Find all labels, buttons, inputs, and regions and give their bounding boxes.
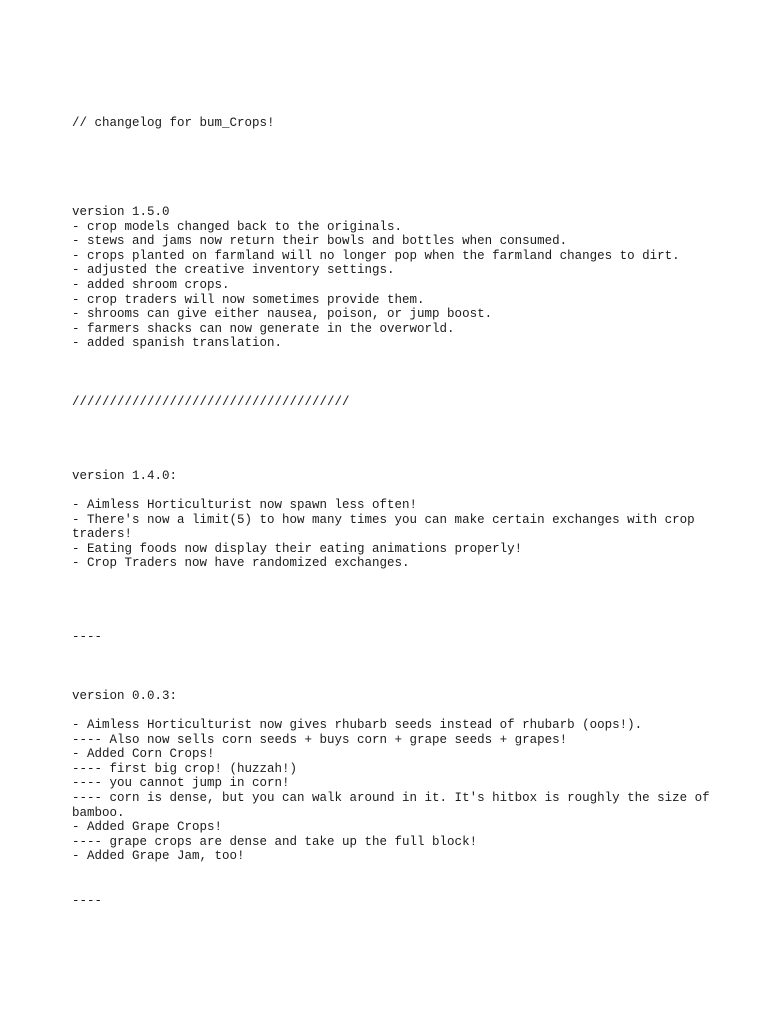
changelog-line: - Added Grape Crops!: [72, 820, 223, 835]
changelog-line: - Crop Traders now have randomized exchanges.: [72, 556, 410, 571]
slash-separator: /////////////////////////////////////: [72, 395, 350, 409]
changelog-header: // changelog for bum_Crops!: [72, 116, 275, 130]
changelog-line: - farmers shacks can now generate in the overworld.: [72, 321, 455, 336]
changelog-line: - adjusted the creative inventory settings.: [72, 263, 395, 278]
changelog-line: ---- Also now sells corn seeds + buys corn + grape seeds + grapes!: [72, 732, 568, 747]
changelog-line: - Added Grape Jam, too!: [72, 849, 245, 864]
dash-separator: ----: [72, 630, 103, 644]
changelog-line: - There's now a limit(5) to how many times you can make certain exchanges with crop traders!: [72, 512, 703, 542]
changelog-line: - shrooms can give either nausea, poison, or jump boost.: [72, 307, 493, 322]
version-title: version 0.0.3:: [72, 689, 178, 703]
dash-separator: ----: [72, 894, 103, 908]
changelog-line: - Aimless Horticulturist now spawn less often!: [72, 498, 418, 512]
changelog-line: ---- grape crops are dense and take up the full block!: [72, 834, 478, 849]
changelog-line: - Added Corn Crops!: [72, 747, 215, 762]
changelog-line: - Eating foods now display their eating animations properly!: [72, 541, 523, 556]
changelog-line: ---- corn is dense, but you can walk around in it. It's hitbox is roughly the size of bamboo.: [72, 791, 718, 820]
changelog-line: - added shroom crops.: [72, 278, 230, 292]
changelog-line: - Aimless Horticulturist now gives rhubarb seeds instead of rhubarb (oops!).: [72, 718, 643, 732]
changelog-line: - added spanish translation.: [72, 336, 283, 351]
changelog-line: ---- you cannot jump in corn!: [72, 776, 290, 791]
version-title: version 1.5.0: [72, 205, 170, 219]
changelog-line: - stews and jams now return their bowls and bottles when consumed.: [72, 234, 568, 249]
version-title: version 1.4.0:: [72, 469, 178, 483]
changelog-line: - crop traders will now sometimes provide them.: [72, 292, 425, 307]
changelog-line: - crops planted on farmland will no longer pop when the farmland changes to dirt.: [72, 248, 680, 263]
changelog-line: ---- first big crop! (huzzah!): [72, 761, 298, 776]
changelog-line: - crop models changed back to the originals.: [72, 219, 403, 234]
